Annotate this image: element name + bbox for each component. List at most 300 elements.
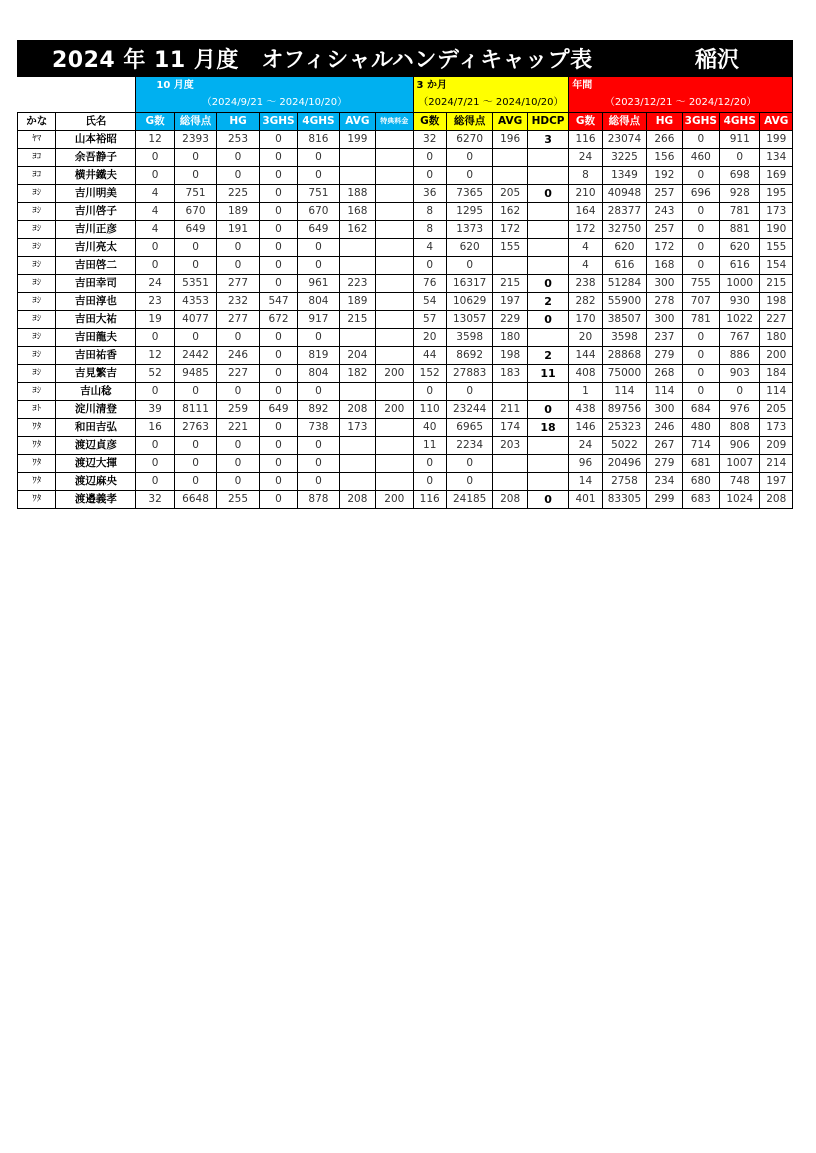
cell-three-avg [493, 454, 527, 472]
col-oct-4ghs: 4GHS [298, 112, 339, 130]
cell-kana: ﾜﾀ [18, 454, 56, 472]
cell-year-3ghs: 0 [682, 166, 719, 184]
cell-oct-games: 16 [136, 418, 174, 436]
cell-oct-games: 0 [136, 382, 174, 400]
cell-oct-total: 5351 [174, 274, 216, 292]
col-oct-games: G数 [136, 112, 174, 130]
cell-three-games: 36 [413, 184, 446, 202]
cell-oct-4ghs: 0 [298, 436, 339, 454]
cell-kana: ﾖｺ [18, 148, 56, 166]
cell-kana: ﾖｼ [18, 184, 56, 202]
cell-year-3ghs: 0 [682, 364, 719, 382]
cell-oct-4ghs: 917 [298, 310, 339, 328]
title-bar [17, 40, 793, 77]
cell-year-games: 210 [569, 184, 602, 202]
cell-three-hdcp [527, 454, 568, 472]
cell-year-3ghs: 0 [682, 202, 719, 220]
cell-three-avg: 197 [493, 292, 527, 310]
cell-three-hdcp: 0 [527, 274, 568, 292]
cell-oct-avg: 204 [339, 346, 375, 364]
cell-oct-total: 2763 [174, 418, 216, 436]
table-row [18, 148, 793, 166]
cell-oct-4ghs: 804 [298, 292, 339, 310]
cell-oct-bonus [376, 130, 413, 148]
cell-kana: ﾖｼ [18, 364, 56, 382]
cell-kana: ﾜﾀ [18, 472, 56, 490]
table-row [18, 238, 793, 256]
cell-year-4ghs: 911 [720, 130, 760, 148]
cell-name: 余吾静子 [56, 148, 136, 166]
cell-year-3ghs: 0 [682, 346, 719, 364]
col-year-avg: AVG [760, 112, 793, 130]
col-three-total: 総得点 [446, 112, 493, 130]
cell-three-avg [493, 148, 527, 166]
cell-oct-4ghs: 0 [298, 256, 339, 274]
cell-oct-bonus [376, 256, 413, 274]
cell-year-hg: 267 [647, 436, 682, 454]
cell-three-avg: 215 [493, 274, 527, 292]
cell-year-games: 146 [569, 418, 602, 436]
cell-oct-games: 23 [136, 292, 174, 310]
cell-oct-games: 0 [136, 148, 174, 166]
cell-kana: ﾖﾄ [18, 400, 56, 418]
table-row [18, 382, 793, 400]
table-row [18, 436, 793, 454]
cell-year-3ghs: 680 [682, 472, 719, 490]
cell-three-avg: 155 [493, 238, 527, 256]
cell-year-total: 83305 [602, 490, 647, 508]
cell-year-avg: 180 [760, 328, 793, 346]
col-oct-bonus: 特典料金 [376, 112, 413, 130]
cell-oct-bonus [376, 454, 413, 472]
cell-oct-3ghs: 0 [259, 130, 297, 148]
cell-year-hg: 257 [647, 184, 682, 202]
cell-name: 吉田幸司 [56, 274, 136, 292]
cell-year-avg: 173 [760, 202, 793, 220]
cell-kana: ﾖｼ [18, 238, 56, 256]
cell-three-total: 8692 [446, 346, 493, 364]
cell-oct-3ghs: 0 [259, 382, 297, 400]
cell-year-avg: 190 [760, 220, 793, 238]
cell-year-hg: 279 [647, 346, 682, 364]
cell-year-hg: 257 [647, 220, 682, 238]
cell-oct-4ghs: 961 [298, 274, 339, 292]
cell-oct-3ghs: 0 [259, 220, 297, 238]
cell-three-avg: 172 [493, 220, 527, 238]
cell-year-total: 114 [602, 382, 647, 400]
cell-kana: ﾜﾀ [18, 436, 56, 454]
cell-oct-4ghs: 649 [298, 220, 339, 238]
cell-year-3ghs: 707 [682, 292, 719, 310]
cell-oct-4ghs: 0 [298, 382, 339, 400]
cell-three-games: 4 [413, 238, 446, 256]
cell-year-games: 164 [569, 202, 602, 220]
cell-kana: ﾖｼ [18, 292, 56, 310]
cell-oct-3ghs: 0 [259, 238, 297, 256]
table-row [18, 292, 793, 310]
cell-oct-3ghs: 672 [259, 310, 297, 328]
cell-three-avg: 229 [493, 310, 527, 328]
cell-oct-hg: 0 [217, 472, 259, 490]
cell-three-total: 1295 [446, 202, 493, 220]
cell-year-3ghs: 755 [682, 274, 719, 292]
col-oct-total: 総得点 [174, 112, 216, 130]
cell-year-total: 28377 [602, 202, 647, 220]
table-row [18, 220, 793, 238]
cell-three-avg: 198 [493, 346, 527, 364]
cell-year-total: 3225 [602, 148, 647, 166]
cell-year-total: 28868 [602, 346, 647, 364]
group-range-oct: （2024/9/21 ～ 2024/10/20） [136, 94, 413, 112]
cell-year-hg: 246 [647, 418, 682, 436]
cell-oct-total: 0 [174, 166, 216, 184]
cell-year-4ghs: 930 [720, 292, 760, 310]
cell-oct-hg: 253 [217, 130, 259, 148]
cell-name: 渡辺貞彦 [56, 436, 136, 454]
cell-oct-3ghs: 0 [259, 256, 297, 274]
col-year-4ghs: 4GHS [720, 112, 760, 130]
cell-three-hdcp [527, 328, 568, 346]
cell-oct-3ghs: 0 [259, 328, 297, 346]
table-row [18, 310, 793, 328]
cell-year-3ghs: 480 [682, 418, 719, 436]
cell-year-games: 24 [569, 436, 602, 454]
cell-three-total: 3598 [446, 328, 493, 346]
cell-oct-total: 670 [174, 202, 216, 220]
cell-year-4ghs: 0 [720, 382, 760, 400]
cell-oct-games: 39 [136, 400, 174, 418]
cell-three-avg: 205 [493, 184, 527, 202]
cell-oct-avg [339, 328, 375, 346]
col-year-3ghs: 3GHS [682, 112, 719, 130]
cell-three-hdcp [527, 148, 568, 166]
cell-kana: ﾔﾏ [18, 130, 56, 148]
cell-year-total: 40948 [602, 184, 647, 202]
cell-oct-avg: 162 [339, 220, 375, 238]
cell-oct-total: 0 [174, 472, 216, 490]
cell-year-total: 32750 [602, 220, 647, 238]
cell-three-games: 0 [413, 454, 446, 472]
cell-year-4ghs: 616 [720, 256, 760, 274]
cell-name: 吉田大祐 [56, 310, 136, 328]
cell-year-3ghs: 0 [682, 130, 719, 148]
cell-oct-games: 0 [136, 328, 174, 346]
cell-oct-bonus [376, 310, 413, 328]
cell-year-total: 3598 [602, 328, 647, 346]
cell-three-total: 16317 [446, 274, 493, 292]
cell-oct-games: 4 [136, 184, 174, 202]
cell-three-total: 24185 [446, 490, 493, 508]
cell-oct-bonus [376, 292, 413, 310]
cell-year-3ghs: 0 [682, 220, 719, 238]
cell-year-games: 14 [569, 472, 602, 490]
cell-year-avg: 155 [760, 238, 793, 256]
cell-oct-bonus [376, 202, 413, 220]
cell-year-total: 20496 [602, 454, 647, 472]
group-range-year: （2023/12/21 ～ 2024/12/20） [569, 94, 793, 112]
cell-oct-games: 0 [136, 436, 174, 454]
col-three-hdcp: HDCP [527, 112, 568, 130]
cell-three-hdcp [527, 166, 568, 184]
cell-three-games: 57 [413, 310, 446, 328]
cell-three-hdcp: 0 [527, 400, 568, 418]
cell-oct-4ghs: 0 [298, 238, 339, 256]
cell-kana: ﾖｼ [18, 382, 56, 400]
cell-year-3ghs: 0 [682, 328, 719, 346]
cell-year-avg: 215 [760, 274, 793, 292]
cell-year-total: 51284 [602, 274, 647, 292]
cell-name: 吉山稔 [56, 382, 136, 400]
cell-three-games: 116 [413, 490, 446, 508]
cell-name: 横井鐵夫 [56, 166, 136, 184]
cell-year-games: 170 [569, 310, 602, 328]
cell-year-4ghs: 906 [720, 436, 760, 454]
cell-three-hdcp [527, 436, 568, 454]
cell-oct-games: 4 [136, 202, 174, 220]
column-header-row [18, 112, 793, 130]
cell-oct-avg [339, 454, 375, 472]
cell-year-avg: 200 [760, 346, 793, 364]
cell-three-avg [493, 472, 527, 490]
cell-year-avg: 209 [760, 436, 793, 454]
cell-three-avg: 196 [493, 130, 527, 148]
cell-year-total: 2758 [602, 472, 647, 490]
cell-oct-games: 0 [136, 238, 174, 256]
cell-year-games: 116 [569, 130, 602, 148]
cell-three-avg [493, 382, 527, 400]
cell-three-games: 44 [413, 346, 446, 364]
cell-oct-3ghs: 0 [259, 490, 297, 508]
cell-year-total: 55900 [602, 292, 647, 310]
cell-year-total: 1349 [602, 166, 647, 184]
cell-oct-avg [339, 472, 375, 490]
cell-oct-4ghs: 0 [298, 148, 339, 166]
cell-year-avg: 208 [760, 490, 793, 508]
cell-oct-total: 0 [174, 328, 216, 346]
cell-oct-3ghs: 0 [259, 346, 297, 364]
cell-three-hdcp [527, 382, 568, 400]
cell-oct-4ghs: 0 [298, 328, 339, 346]
cell-three-hdcp: 0 [527, 310, 568, 328]
cell-year-3ghs: 684 [682, 400, 719, 418]
cell-oct-hg: 255 [217, 490, 259, 508]
cell-year-games: 8 [569, 166, 602, 184]
cell-name: 吉川啓子 [56, 202, 136, 220]
cell-oct-3ghs: 0 [259, 418, 297, 436]
cell-three-avg [493, 256, 527, 274]
col-year-total: 総得点 [602, 112, 647, 130]
cell-oct-4ghs: 751 [298, 184, 339, 202]
cell-oct-total: 6648 [174, 490, 216, 508]
cell-year-hg: 156 [647, 148, 682, 166]
cell-oct-total: 649 [174, 220, 216, 238]
cell-three-avg: 183 [493, 364, 527, 382]
cell-oct-4ghs: 738 [298, 418, 339, 436]
cell-name: 吉川明美 [56, 184, 136, 202]
cell-year-games: 401 [569, 490, 602, 508]
cell-oct-total: 0 [174, 436, 216, 454]
cell-oct-avg: 215 [339, 310, 375, 328]
cell-oct-bonus [376, 346, 413, 364]
cell-oct-total: 751 [174, 184, 216, 202]
cell-oct-hg: 232 [217, 292, 259, 310]
cell-year-avg: 195 [760, 184, 793, 202]
cell-oct-games: 24 [136, 274, 174, 292]
cell-three-total: 6270 [446, 130, 493, 148]
cell-oct-3ghs: 0 [259, 364, 297, 382]
cell-oct-bonus [376, 148, 413, 166]
cell-oct-bonus [376, 274, 413, 292]
cell-three-hdcp: 2 [527, 292, 568, 310]
cell-year-4ghs: 928 [720, 184, 760, 202]
cell-three-avg: 174 [493, 418, 527, 436]
cell-oct-bonus [376, 472, 413, 490]
cell-three-hdcp: 3 [527, 130, 568, 148]
cell-oct-4ghs: 0 [298, 472, 339, 490]
cell-oct-bonus [376, 418, 413, 436]
table-row [18, 130, 793, 148]
cell-oct-games: 4 [136, 220, 174, 238]
cell-oct-3ghs: 0 [259, 274, 297, 292]
cell-oct-3ghs: 0 [259, 148, 297, 166]
cell-oct-hg: 246 [217, 346, 259, 364]
cell-oct-avg: 182 [339, 364, 375, 382]
cell-year-avg: 197 [760, 472, 793, 490]
cell-oct-bonus [376, 166, 413, 184]
cell-oct-4ghs: 670 [298, 202, 339, 220]
table-row [18, 490, 793, 508]
cell-kana: ﾖｼ [18, 346, 56, 364]
cell-oct-3ghs: 0 [259, 472, 297, 490]
cell-oct-avg [339, 256, 375, 274]
cell-year-avg: 205 [760, 400, 793, 418]
cell-year-hg: 192 [647, 166, 682, 184]
cell-oct-hg: 0 [217, 166, 259, 184]
cell-oct-avg: 173 [339, 418, 375, 436]
cell-three-hdcp [527, 202, 568, 220]
cell-oct-3ghs: 0 [259, 166, 297, 184]
cell-oct-hg: 225 [217, 184, 259, 202]
cell-three-total: 0 [446, 472, 493, 490]
cell-oct-hg: 189 [217, 202, 259, 220]
group-range-three: （2024/7/21 ～ 2024/10/20） [413, 94, 569, 112]
cell-year-4ghs: 808 [720, 418, 760, 436]
cell-three-hdcp: 18 [527, 418, 568, 436]
cell-year-hg: 278 [647, 292, 682, 310]
cell-oct-3ghs: 0 [259, 184, 297, 202]
cell-oct-avg: 189 [339, 292, 375, 310]
cell-year-avg: 114 [760, 382, 793, 400]
cell-name: 吉田淳也 [56, 292, 136, 310]
cell-oct-bonus: 200 [376, 364, 413, 382]
cell-year-4ghs: 1022 [720, 310, 760, 328]
cell-year-3ghs: 0 [682, 238, 719, 256]
cell-kana: ﾖｺ [18, 166, 56, 184]
cell-year-games: 172 [569, 220, 602, 238]
cell-kana: ﾖｼ [18, 310, 56, 328]
cell-name: 淀川清登 [56, 400, 136, 418]
cell-name: 渡辺麻央 [56, 472, 136, 490]
cell-year-total: 75000 [602, 364, 647, 382]
cell-oct-bonus: 200 [376, 490, 413, 508]
cell-year-3ghs: 460 [682, 148, 719, 166]
cell-oct-games: 0 [136, 256, 174, 274]
cell-three-games: 110 [413, 400, 446, 418]
range-row [18, 94, 793, 112]
cell-three-games: 32 [413, 130, 446, 148]
cell-year-4ghs: 1000 [720, 274, 760, 292]
cell-year-4ghs: 881 [720, 220, 760, 238]
cell-year-3ghs: 683 [682, 490, 719, 508]
cell-year-games: 1 [569, 382, 602, 400]
cell-year-total: 38507 [602, 310, 647, 328]
cell-oct-hg: 277 [217, 310, 259, 328]
cell-year-avg: 227 [760, 310, 793, 328]
cell-oct-hg: 0 [217, 436, 259, 454]
cell-three-total: 0 [446, 148, 493, 166]
cell-year-4ghs: 0 [720, 148, 760, 166]
cell-year-4ghs: 698 [720, 166, 760, 184]
cell-oct-hg: 227 [217, 364, 259, 382]
cell-year-4ghs: 1007 [720, 454, 760, 472]
cell-year-hg: 114 [647, 382, 682, 400]
col-year-games: G数 [569, 112, 602, 130]
cell-oct-hg: 0 [217, 238, 259, 256]
cell-oct-games: 0 [136, 472, 174, 490]
cell-oct-3ghs: 649 [259, 400, 297, 418]
cell-oct-hg: 0 [217, 382, 259, 400]
cell-three-hdcp: 11 [527, 364, 568, 382]
cell-oct-avg: 208 [339, 400, 375, 418]
cell-year-hg: 237 [647, 328, 682, 346]
col-three-avg: AVG [493, 112, 527, 130]
table-row [18, 166, 793, 184]
cell-year-total: 25323 [602, 418, 647, 436]
cell-year-3ghs: 696 [682, 184, 719, 202]
cell-oct-games: 0 [136, 166, 174, 184]
cell-year-games: 4 [569, 238, 602, 256]
cell-year-games: 96 [569, 454, 602, 472]
cell-name: 吉田龍夫 [56, 328, 136, 346]
cell-year-avg: 199 [760, 130, 793, 148]
location-label: 稲沢 [695, 48, 740, 73]
cell-oct-3ghs: 547 [259, 292, 297, 310]
cell-oct-avg: 188 [339, 184, 375, 202]
cell-three-hdcp [527, 238, 568, 256]
cell-oct-bonus [376, 220, 413, 238]
cell-oct-4ghs: 0 [298, 454, 339, 472]
cell-oct-total: 2442 [174, 346, 216, 364]
cell-oct-hg: 0 [217, 148, 259, 166]
cell-oct-avg: 199 [339, 130, 375, 148]
cell-name: 吉川正彦 [56, 220, 136, 238]
cell-oct-avg [339, 238, 375, 256]
group-label-three: 3 か月 [413, 77, 569, 94]
cell-year-games: 238 [569, 274, 602, 292]
cell-oct-games: 19 [136, 310, 174, 328]
cell-name: 山本裕昭 [56, 130, 136, 148]
cell-kana: ﾜﾀ [18, 490, 56, 508]
cell-year-4ghs: 781 [720, 202, 760, 220]
cell-three-total: 27883 [446, 364, 493, 382]
cell-name: 吉田啓二 [56, 256, 136, 274]
cell-oct-avg: 168 [339, 202, 375, 220]
page-title: 2024 年 11 月度 オフィシャルハンディキャップ表 [52, 48, 593, 73]
cell-three-avg: 162 [493, 202, 527, 220]
cell-kana: ﾖｼ [18, 202, 56, 220]
col-oct-avg: AVG [339, 112, 375, 130]
cell-oct-avg: 223 [339, 274, 375, 292]
